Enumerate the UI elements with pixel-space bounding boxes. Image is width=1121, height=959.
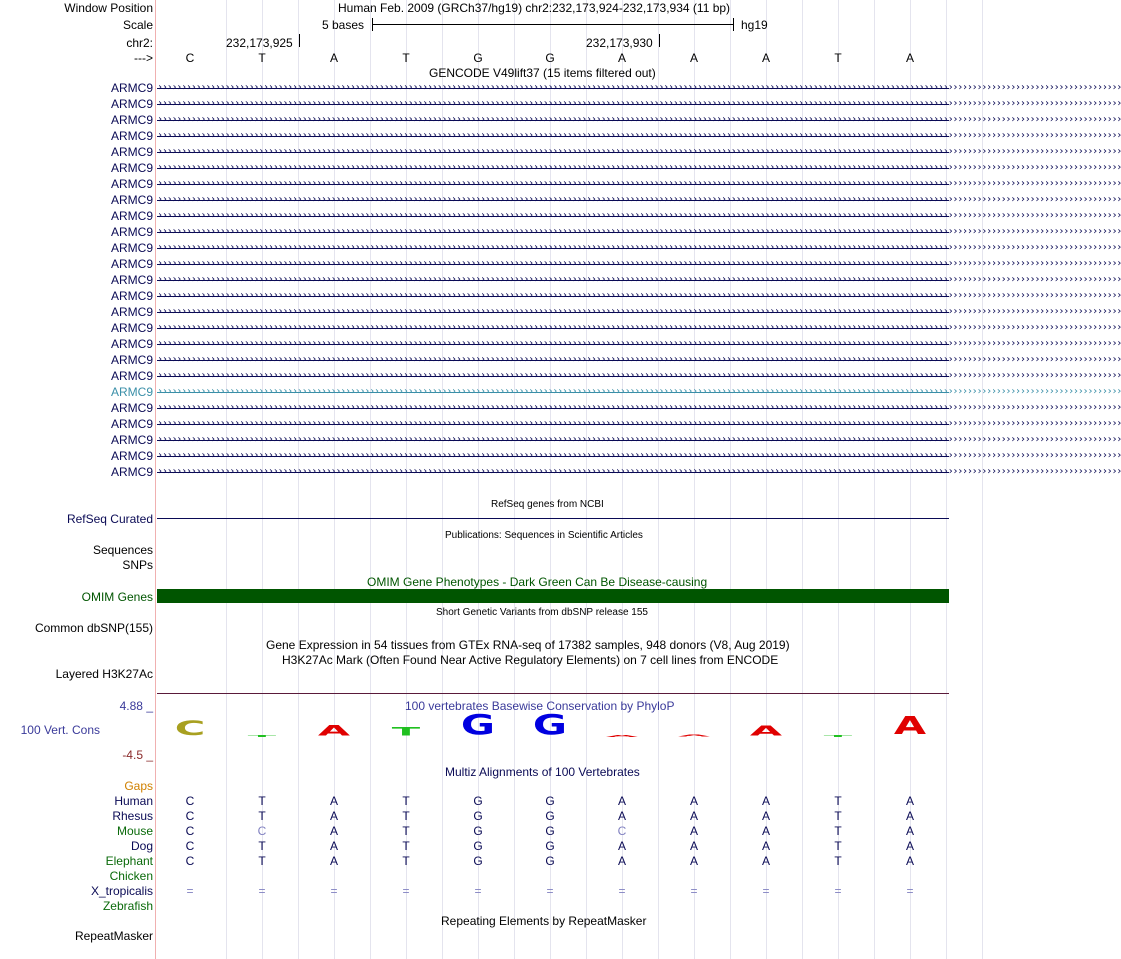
coord-2: 232,173,930 bbox=[586, 36, 653, 50]
species-base: G bbox=[473, 824, 483, 838]
gencode-transcript[interactable] bbox=[157, 129, 1121, 143]
species-base: A bbox=[689, 809, 698, 823]
species-base: G bbox=[545, 794, 555, 808]
strand-arrows: ›››››››››››››››››››››››››››››››››››››››››››››››››››››››››››››››››››››››››››››››››››››››››››››››››››››››››››››››››››››››››››››››››››››››››››››››››››››››››››››››››››››››››››››››››››››››››››››››››››››››› bbox=[157, 306, 1121, 317]
gencode-transcript[interactable] bbox=[157, 433, 1121, 447]
species-base: A bbox=[689, 839, 698, 853]
gencode-gene-label[interactable]: ARMC9 bbox=[110, 305, 153, 319]
species-base: T bbox=[258, 809, 266, 823]
species-base: = bbox=[834, 884, 842, 898]
species-base: = bbox=[906, 884, 914, 898]
strand-arrows: ›››››››››››››››››››››››››››››››››››››››››››››››››››››››››››››››››››››››››››››››››››››››››››››››››››››››››››››››››››››››››››››››››››››››››››››››››››››››››››››››››››››››››››››››››››››››››››››››››››››››› bbox=[157, 418, 1121, 429]
strand-arrows: ›››››››››››››››››››››››››››››››››››››››››››››››››››››››››››››››››››››››››››››››››››››››››››››››››››››››››››››››››››››››››››››››››››››››››››››››››››››››››››››››››››››››››››››››››››››››››››››››››››››››› bbox=[157, 114, 1121, 125]
species-base: T bbox=[402, 854, 410, 868]
gtex-title[interactable]: Gene Expression in 54 tissues from GTEx RNA-seq of 17382 samples, 948 donors (V8, Aug 2019) bbox=[266, 638, 790, 652]
gencode-gene-label[interactable]: ARMC9 bbox=[110, 209, 153, 223]
gencode-transcript[interactable] bbox=[157, 193, 1121, 207]
gencode-transcript[interactable] bbox=[157, 289, 1121, 303]
reference-base: T bbox=[834, 51, 842, 65]
species-base: A bbox=[689, 854, 698, 868]
strand-arrows: ›››››››››››››››››››››››››››››››››››››››››››››››››››››››››››››››››››››››››››››››››››››››››››››››››››››››››››››››››››››››››››››››››››››››››››››››››››››››››››››››››››››››››››››››››››››››››››››››››››››››› bbox=[157, 146, 1121, 157]
species-base: C bbox=[185, 809, 195, 823]
scale-bar-tick-right bbox=[733, 18, 734, 31]
gencode-transcript[interactable] bbox=[157, 321, 1121, 335]
grid-line bbox=[946, 0, 947, 959]
strand-arrows: ›››››››››››››››››››››››››››››››››››››››››››››››››››››››››››››››››››››››››››››››››››››››››››››››››››››››››››››››››››››››››››››››››››››››››››››››››››››››››››››››››››››››››››››››››››››››››››››››››››››››› bbox=[157, 322, 1121, 333]
species-base: G bbox=[545, 824, 555, 838]
species-base: A bbox=[617, 854, 626, 868]
refseq-gene-line[interactable] bbox=[157, 518, 949, 519]
species-base: A bbox=[761, 854, 770, 868]
species-base: T bbox=[402, 794, 410, 808]
reference-base: A bbox=[689, 51, 698, 65]
strand-label: ---> bbox=[134, 51, 153, 65]
species-base: T bbox=[258, 794, 266, 808]
reference-base: A bbox=[617, 51, 626, 65]
species-label[interactable]: Elephant bbox=[105, 854, 153, 868]
species-base: A bbox=[761, 809, 770, 823]
grid-line bbox=[802, 0, 803, 959]
conservation-logo-letter: A bbox=[605, 734, 639, 738]
gencode-title[interactable]: GENCODE V49lift37 (15 items filtered out) bbox=[429, 66, 656, 80]
strand-arrows: ›››››››››››››››››››››››››››››››››››››››››››››››››››››››››››››››››››››››››››››››››››››››››››››››››››››››››››››››››››››››››››››››››››››››››››››››››››››››››››››››››››››››››››››››››››››››››››››››››››››››› bbox=[157, 210, 1121, 221]
gencode-transcript[interactable] bbox=[157, 337, 1121, 351]
gencode-transcript[interactable] bbox=[157, 353, 1121, 367]
species-base: T bbox=[834, 824, 842, 838]
species-base: C bbox=[185, 854, 195, 868]
chrom-label: chr2: bbox=[126, 36, 153, 50]
species-base: = bbox=[258, 884, 266, 898]
species-base: A bbox=[329, 794, 338, 808]
gencode-gene-label[interactable]: ARMC9 bbox=[110, 369, 153, 383]
gencode-transcript[interactable] bbox=[157, 241, 1121, 255]
conservation-logo-letter: A bbox=[749, 724, 783, 739]
species-base: C bbox=[185, 839, 195, 853]
species-base: G bbox=[545, 854, 555, 868]
species-label[interactable]: Zebrafish bbox=[102, 899, 153, 913]
reference-base: G bbox=[545, 51, 555, 65]
sequences-label[interactable]: Sequences bbox=[92, 543, 153, 557]
conservation-logo-letter: G bbox=[532, 709, 568, 742]
scale-bar-tick-left bbox=[372, 18, 373, 31]
grid-line bbox=[982, 0, 983, 959]
gencode-transcript[interactable] bbox=[157, 465, 1121, 479]
species-base: A bbox=[329, 824, 338, 838]
gencode-gene-label[interactable]: ARMC9 bbox=[110, 97, 153, 111]
strand-arrows: ›››››››››››››››››››››››››››››››››››››››››››››››››››››››››››››››››››››››››››››››››››››››››››››››››››››››››››››››››››››››››››››››››››››››››››››››››››››››››››››››››››››››››››››››››››››››››››››››››››››››› bbox=[157, 338, 1121, 349]
grid-line bbox=[874, 0, 875, 959]
species-base: A bbox=[617, 839, 626, 853]
gencode-gene-label[interactable]: ARMC9 bbox=[110, 257, 153, 271]
coord-2-tick bbox=[659, 34, 660, 47]
gencode-gene-label[interactable]: ARMC9 bbox=[110, 385, 153, 399]
species-label[interactable]: Mouse bbox=[116, 824, 153, 838]
strand-arrows: ›››››››››››››››››››››››››››››››››››››››››››››››››››››››››››››››››››››››››››››››››››››››››››››››››››››››››››››››››››››››››››››››››››››››››››››››››››››››››››››››››››››››››››››››››››››››››››››››››››››››› bbox=[157, 98, 1121, 109]
reference-base: G bbox=[473, 51, 483, 65]
gencode-transcript[interactable] bbox=[157, 225, 1121, 239]
scale-bar bbox=[372, 24, 734, 25]
gencode-gene-label[interactable]: ARMC9 bbox=[110, 145, 153, 159]
species-label[interactable]: Rhesus bbox=[112, 809, 153, 823]
conservation-logo-letter: A bbox=[893, 712, 927, 741]
cons-min: -4.5 _ bbox=[122, 748, 153, 762]
species-base: G bbox=[473, 794, 483, 808]
species-base: A bbox=[329, 809, 338, 823]
species-base: C bbox=[617, 824, 627, 838]
species-base: = bbox=[330, 884, 338, 898]
scale-text: 5 bases bbox=[322, 18, 365, 32]
species-base: = bbox=[474, 884, 482, 898]
rmsk-label[interactable]: RepeatMasker bbox=[74, 929, 153, 943]
gencode-gene-label[interactable]: ARMC9 bbox=[110, 113, 153, 127]
omim-gene-bar[interactable] bbox=[157, 589, 949, 603]
gencode-gene-label[interactable]: ARMC9 bbox=[110, 241, 153, 255]
strand-arrows: ›››››››››››››››››››››››››››››››››››››››››››››››››››››››››››››››››››››››››››››››››››››››››››››››››››››››››››››››››››››››››››››››››››››››››››››››››››››››››››››››››››››››››››››››››››››››››››››››››››››››› bbox=[157, 242, 1121, 253]
conservation-logo-letter: T bbox=[823, 734, 853, 738]
gencode-transcript[interactable] bbox=[157, 113, 1121, 127]
strand-arrows: ›››››››››››››››››››››››››››››››››››››››››››››››››››››››››››››››››››››››››››››››››››››››››››››››››››››››››››››››››››››››››››››››››››››››››››››››››››››››››››››››››››››››››››››››››››››››››››››››››››››››› bbox=[157, 450, 1121, 461]
species-base: A bbox=[761, 824, 770, 838]
species-base: A bbox=[617, 809, 626, 823]
gencode-transcript[interactable] bbox=[157, 449, 1121, 463]
strand-arrows: ›››››››››››››››››››››››››››››››››››››››››››››››››››››››››››››››››››››››››››››››››››››››››››››››››››››››››››››››››››››››››››››››››››››››››››››››››››››››››››››››››››››››››››››››››››››››››››››››››››››››› bbox=[157, 370, 1121, 381]
species-base: T bbox=[834, 809, 842, 823]
reference-base: A bbox=[329, 51, 338, 65]
species-label[interactable]: Human bbox=[114, 794, 153, 808]
grid-line bbox=[370, 0, 371, 959]
dbsnp-title[interactable]: Short Genetic Variants from dbSNP release 155 bbox=[436, 607, 648, 618]
species-base: G bbox=[473, 809, 483, 823]
gencode-gene-label[interactable]: ARMC9 bbox=[110, 449, 153, 463]
strand-arrows: ›››››››››››››››››››››››››››››››››››››››››››››››››››››››››››››››››››››››››››››››››››››››››››››››››››››››››››››››››››››››››››››››››››››››››››››››››››››››››››››››››››››››››››››››››››››››››››››››››››››››› bbox=[157, 434, 1121, 445]
reference-base: T bbox=[402, 51, 410, 65]
dbsnp-label[interactable]: Common dbSNP(155) bbox=[34, 621, 153, 635]
species-base: T bbox=[834, 854, 842, 868]
species-base: T bbox=[258, 839, 266, 853]
gencode-transcript[interactable] bbox=[157, 369, 1121, 383]
snps-label[interactable]: SNPs bbox=[122, 558, 153, 572]
species-base: A bbox=[905, 839, 914, 853]
gaps-label: Gaps bbox=[124, 779, 153, 793]
conservation-logo-letter: T bbox=[391, 725, 421, 739]
strand-arrows: ›››››››››››››››››››››››››››››››››››››››››››››››››››››››››››››››››››››››››››››››››››››››››››››››››››››››››››››››››››››››››››››››››››››››››››››››››››››››››››››››››››››››››››››››››››››››››››››››››››››››› bbox=[157, 274, 1121, 285]
strand-arrows: ›››››››››››››››››››››››››››››››››››››››››››››››››››››››››››››››››››››››››››››››››››››››››››››››››››››››››››››››››››››››››››››››››››››››››››››››››››››››››››››››››››››››››››››››››››››››››››››››››››››››› bbox=[157, 178, 1121, 189]
gencode-gene-label[interactable]: ARMC9 bbox=[110, 193, 153, 207]
grid-line bbox=[442, 0, 443, 959]
species-base: A bbox=[329, 854, 338, 868]
strand-arrows: ›››››››››››››››››››››››››››››››››››››››››››››››››››››››››››››››››››››››››››››››››››››››››››››››››››››››››››››››››››››››››››››››››››››››››››››››››››››››››››››››››››››››››››››››››››››››››››››››››››››››› bbox=[157, 258, 1121, 269]
species-base: T bbox=[834, 839, 842, 853]
species-base: T bbox=[258, 854, 266, 868]
gencode-gene-label[interactable]: ARMC9 bbox=[110, 225, 153, 239]
species-base: A bbox=[905, 824, 914, 838]
gencode-gene-label[interactable]: ARMC9 bbox=[110, 273, 153, 287]
species-base: G bbox=[473, 854, 483, 868]
pubs-title[interactable]: Publications: Sequences in Scientific Articles bbox=[445, 530, 643, 541]
strand-arrows: ›››››››››››››››››››››››››››››››››››››››››››››››››››››››››››››››››››››››››››››››››››››››››››››››››››››››››››››››››››››››››››››››››››››››››››››››››››››››››››››››››››››››››››››››››››››››››››››››››››››››› bbox=[157, 466, 1121, 477]
species-label[interactable]: X_tropicalis bbox=[90, 884, 153, 898]
reference-base: A bbox=[905, 51, 914, 65]
species-base: A bbox=[689, 824, 698, 838]
strand-arrows: ›››››››››››››››››››››››››››››››››››››››››››››››››››››››››››››››››››››››››››››››››››››››››››››››››››››››››››››››››››››››››››››››››››››››››››››››››››››››››››››››››››››››››››››››››››››››››››››››››››››››› bbox=[157, 194, 1121, 205]
refseq-title[interactable]: RefSeq genes from NCBI bbox=[491, 499, 604, 510]
species-base: = bbox=[186, 884, 194, 898]
species-base: A bbox=[329, 839, 338, 853]
h3k27-label[interactable]: Layered H3K27Ac bbox=[55, 667, 153, 681]
strand-arrows: ›››››››››››››››››››››››››››››››››››››››››››››››››››››››››››››››››››››››››››››››››››››››››››››››››››››››››››››››››››››››››››››››››››››››››››››››››››››››››››››››››››››››››››››››››››››››››››››››››››››››› bbox=[157, 226, 1121, 237]
gencode-transcript[interactable] bbox=[157, 305, 1121, 319]
gencode-gene-label[interactable]: ARMC9 bbox=[110, 321, 153, 335]
omim-title[interactable]: OMIM Gene Phenotypes - Dark Green Can Be Disease-causing bbox=[367, 575, 708, 589]
species-base: = bbox=[690, 884, 698, 898]
cons-max: 4.88 _ bbox=[119, 699, 153, 713]
gencode-transcript[interactable] bbox=[157, 145, 1121, 159]
gencode-gene-label[interactable]: ARMC9 bbox=[110, 337, 153, 351]
species-base: = bbox=[618, 884, 626, 898]
gencode-transcript[interactable] bbox=[157, 177, 1121, 191]
species-base: A bbox=[905, 809, 914, 823]
species-base: = bbox=[402, 884, 410, 898]
reference-base: T bbox=[258, 51, 266, 65]
reference-base: C bbox=[185, 51, 195, 65]
gencode-transcript[interactable] bbox=[157, 161, 1121, 175]
grid-line bbox=[730, 0, 731, 959]
species-base: = bbox=[546, 884, 554, 898]
strand-arrows: ›››››››››››››››››››››››››››››››››››››››››››››››››››››››››››››››››››››››››››››››››››››››››››››››››››››››››››››››››››››››››››››››››››››››››››››››››››››››››››››››››››››››››››››››››››››››››››››››››››››››› bbox=[157, 386, 1121, 397]
conservation-logo-letter: A bbox=[677, 734, 711, 738]
scale-label: Scale bbox=[122, 18, 153, 32]
species-base: T bbox=[402, 839, 410, 853]
grid-line bbox=[298, 0, 299, 959]
species-base: A bbox=[905, 794, 914, 808]
species-base: A bbox=[905, 854, 914, 868]
strand-arrows: ›››››››››››››››››››››››››››››››››››››››››››››››››››››››››››››››››››››››››››››››››››››››››››››››››››››››››››››››››››››››››››››››››››››››››››››››››››››››››››››››››››››››››››››››››››››››››››››››››››››››› bbox=[157, 402, 1121, 413]
cons-label[interactable]: 100 Vert. Cons bbox=[20, 723, 100, 737]
species-base: A bbox=[617, 794, 626, 808]
species-base: A bbox=[761, 794, 770, 808]
species-base: T bbox=[402, 824, 410, 838]
gencode-transcript[interactable] bbox=[157, 209, 1121, 223]
grid-line bbox=[658, 0, 659, 959]
grid-line bbox=[514, 0, 515, 959]
species-base: G bbox=[545, 839, 555, 853]
strand-arrows: ›››››››››››››››››››››››››››››››››››››››››››››››››››››››››››››››››››››››››››››››››››››››››››››››››››››››››››››››››››››››››››››››››››››››››››››››››››››››››››››››››››››››››››››››››››››››››››››››››››››››› bbox=[157, 130, 1121, 141]
gencode-transcript[interactable] bbox=[157, 385, 1121, 399]
phylop-title[interactable]: 100 vertebrates Basewise Conservation by PhyloP bbox=[405, 699, 675, 713]
reference-base: A bbox=[761, 51, 770, 65]
multiz-title[interactable]: Multiz Alignments of 100 Vertebrates bbox=[445, 765, 640, 779]
gencode-gene-label[interactable]: ARMC9 bbox=[110, 465, 153, 479]
strand-arrows: ›››››››››››››››››››››››››››››››››››››››››››››››››››››››››››››››››››››››››››››››››››››››››››››››››››››››››››››››››››››››››››››››››››››››››››››››››››››››››››››››››››››››››››››››››››››››››››››››››››››››› bbox=[157, 290, 1121, 301]
gencode-gene-label[interactable]: ARMC9 bbox=[110, 353, 153, 367]
strand-arrows: ›››››››››››››››››››››››››››››››››››››››››››››››››››››››››››››››››››››››››››››››››››››››››››››››››››››››››››››››››››››››››››››››››››››››››››››››››››››››››››››››››››››››››››››››››››››››››››››››››››››››› bbox=[157, 162, 1121, 173]
conservation-logo-letter: A bbox=[317, 722, 351, 740]
label-divider bbox=[155, 0, 156, 959]
gencode-transcript[interactable] bbox=[157, 81, 1121, 95]
refseq-label[interactable]: RefSeq Curated bbox=[66, 512, 153, 526]
omim-label[interactable]: OMIM Genes bbox=[81, 590, 153, 604]
gencode-gene-label[interactable]: ARMC9 bbox=[110, 161, 153, 175]
h3k27-title[interactable]: H3K27Ac Mark (Often Found Near Active Regulatory Elements) on 7 cell lines from ENCODE bbox=[282, 653, 779, 667]
grid-line bbox=[586, 0, 587, 959]
species-base: T bbox=[402, 809, 410, 823]
coord-1: 232,173,925 bbox=[226, 36, 293, 50]
gencode-gene-label[interactable]: ARMC9 bbox=[110, 401, 153, 415]
species-base: G bbox=[545, 809, 555, 823]
rmsk-title[interactable]: Repeating Elements by RepeatMasker bbox=[441, 914, 647, 928]
gencode-gene-label[interactable]: ARMC9 bbox=[110, 417, 153, 431]
species-label[interactable]: Dog bbox=[130, 839, 153, 853]
species-base: C bbox=[257, 824, 267, 838]
window-position-label: Window Position bbox=[64, 1, 153, 15]
species-base: G bbox=[473, 839, 483, 853]
strand-arrows: ›››››››››››››››››››››››››››››››››››››››››››››››››››››››››››››››››››››››››››››››››››››››››››››››››››››››››››››››››››››››››››››››››››››››››››››››››››››››››››››››››››››››››››››››››››››››››››››››››››››››› bbox=[157, 82, 1121, 93]
gencode-transcript[interactable] bbox=[157, 417, 1121, 431]
grid-line bbox=[226, 0, 227, 959]
gencode-transcript[interactable] bbox=[157, 257, 1121, 271]
species-base: C bbox=[185, 824, 195, 838]
species-base: C bbox=[185, 794, 195, 808]
coord-1-tick bbox=[299, 34, 300, 47]
gencode-transcript[interactable] bbox=[157, 273, 1121, 287]
conservation-logo-letter: C bbox=[174, 717, 206, 740]
gencode-transcript[interactable] bbox=[157, 97, 1121, 111]
h3k27-signal-baseline bbox=[157, 693, 949, 694]
gencode-gene-label[interactable]: ARMC9 bbox=[110, 289, 153, 303]
species-label[interactable]: Chicken bbox=[109, 869, 153, 883]
species-base: A bbox=[761, 839, 770, 853]
species-base: = bbox=[762, 884, 770, 898]
conservation-logo-letter: T bbox=[247, 734, 277, 738]
gencode-transcript[interactable] bbox=[157, 401, 1121, 415]
assembly-title: Human Feb. 2009 (GRCh37/hg19) chr2:232,173,924-232,173,934 (11 bp) bbox=[338, 1, 731, 15]
species-base: A bbox=[689, 794, 698, 808]
gencode-gene-label[interactable]: ARMC9 bbox=[110, 433, 153, 447]
conservation-logo-letter: G bbox=[460, 709, 496, 742]
gencode-gene-label[interactable]: ARMC9 bbox=[110, 81, 153, 95]
strand-arrows: ›››››››››››››››››››››››››››››››››››››››››››››››››››››››››››››››››››››››››››››››››››››››››››››››››››››››››››››››››››››››››››››››››››››››››››››››››››››››››››››››››››››››››››››››››››››››››››››››››››››››› bbox=[157, 354, 1121, 365]
scale-assembly: hg19 bbox=[741, 18, 768, 32]
gencode-gene-label[interactable]: ARMC9 bbox=[110, 129, 153, 143]
gencode-gene-label[interactable]: ARMC9 bbox=[110, 177, 153, 191]
species-base: T bbox=[834, 794, 842, 808]
